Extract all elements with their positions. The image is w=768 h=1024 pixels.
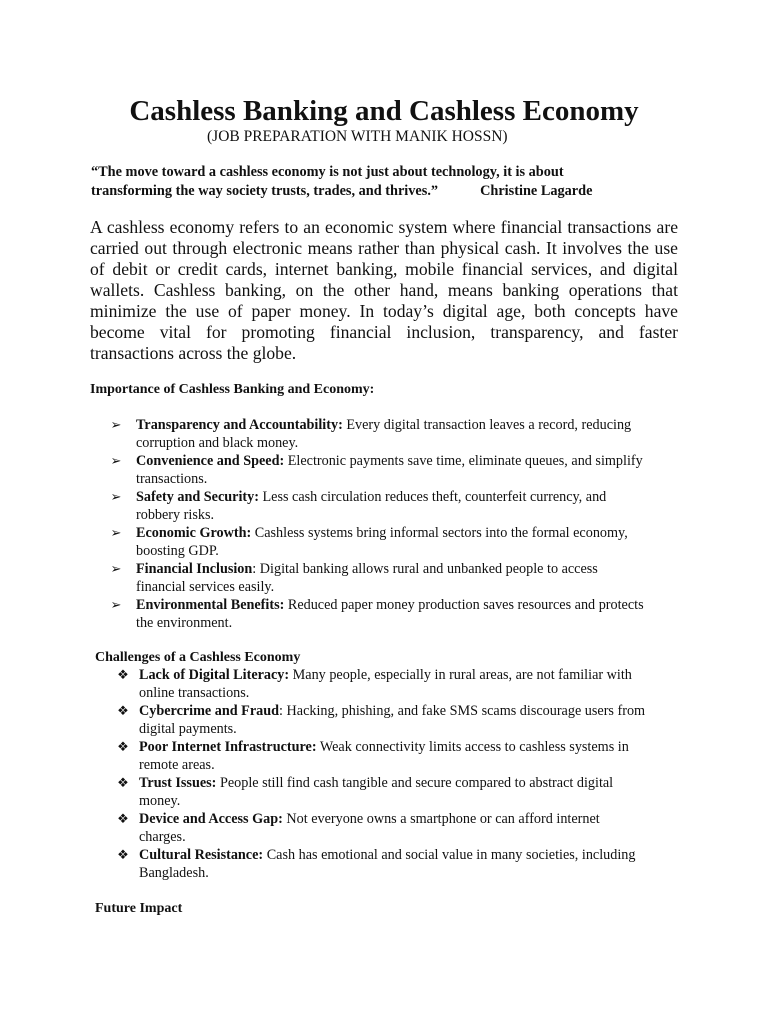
list-item-line [136, 524, 696, 542]
list-item-term: Transparency and Accountability: [136, 417, 343, 433]
list-item [0, 560, 768, 596]
list-item-description: Reduced paper money production saves resources and protects [284, 597, 644, 613]
quote-author: Christine Lagarde [480, 183, 593, 199]
list-item-line [136, 416, 696, 434]
arrow-bullet-icon: ➢ [110, 489, 122, 504]
list-item [0, 774, 768, 810]
list-item-description: Electronic payments save time, eliminate queues, and simplify [284, 453, 643, 469]
arrow-bullet-icon: ➢ [110, 597, 122, 612]
challenges-list [0, 666, 768, 882]
list-item-text [139, 810, 699, 846]
challenges-heading: Challenges of a Cashless Economy [95, 650, 301, 665]
list-item [0, 488, 768, 524]
list-item [0, 524, 768, 560]
list-item-text [136, 452, 696, 488]
intro-line: transactions across the globe. [90, 343, 297, 363]
list-item-description: Not everyone owns a smartphone or can afford internet [282, 811, 600, 827]
list-item-line [139, 774, 699, 792]
list-item-description: Every digital transaction leaves a record, reducing [342, 417, 632, 433]
list-item-line [139, 666, 699, 684]
list-item [0, 596, 768, 632]
intro-line: of debit or credit cards, internet banking, mobile financial services, and digital [90, 259, 678, 279]
diamond-bullet-icon: ❖ [117, 739, 129, 754]
list-item-text [139, 702, 699, 738]
list-item-description: remote areas. [139, 757, 215, 773]
list-item [0, 416, 768, 452]
arrow-bullet-icon: ➢ [110, 525, 122, 540]
diamond-bullet-icon: ❖ [117, 847, 129, 862]
list-item-description: transactions. [136, 471, 208, 487]
list-item [0, 452, 768, 488]
list-item-description: robbery risks. [136, 507, 215, 523]
list-item-description: charges. [139, 829, 186, 845]
list-item-description: financial services easily. [136, 579, 275, 595]
diamond-bullet-icon: ❖ [117, 703, 129, 718]
list-item-term: Safety and Security: [136, 489, 259, 505]
list-item-line [139, 702, 699, 720]
list-item-term: Cybercrime and Fraud [139, 703, 280, 719]
list-item-text [136, 488, 696, 524]
list-item-description: : Hacking, phishing, and fake SMS scams discourage users from [279, 703, 646, 719]
list-item [0, 702, 768, 738]
list-item-text [136, 596, 696, 632]
list-item-text [136, 416, 696, 452]
list-item-line [136, 452, 696, 470]
list-item-term: Lack of Digital Literacy: [139, 667, 290, 683]
list-item-line [136, 488, 696, 506]
intro-paragraph [90, 217, 678, 364]
list-item-text [139, 738, 699, 774]
list-item [0, 666, 768, 702]
list-item-term: Poor Internet Infrastructure: [139, 739, 317, 755]
list-item-description: Cash has emotional and social value in many societies, including [263, 847, 636, 863]
list-item-term: Device and Access Gap: [139, 811, 283, 827]
list-item [0, 846, 768, 882]
intro-line: carried out through electronic means rather than physical cash. It involves the use [90, 238, 678, 258]
list-item-text [139, 666, 699, 702]
list-item-term: Trust Issues: [139, 775, 217, 791]
list-item [0, 810, 768, 846]
future-impact-heading: Future Impact [95, 901, 183, 916]
quote-text: transforming the way society trusts, trades, and thrives.” [91, 183, 439, 199]
list-item-term: Economic Growth: [136, 525, 252, 541]
list-item-description: People still find cash tangible and secure compared to abstract digital [216, 775, 614, 791]
list-item-line [139, 738, 699, 756]
list-item-term: Financial Inclusion [136, 561, 253, 577]
list-item-line [136, 596, 696, 614]
intro-line: wallets. Cashless banking, on the other hand, means banking operations that [90, 280, 678, 300]
intro-line: A cashless economy refers to an economic system where financial transactions are [90, 217, 678, 237]
list-item-description: boosting GDP. [136, 543, 219, 559]
list-item-description: Many people, especially in rural areas, are not familiar with [289, 667, 632, 683]
list-item-description: Bangladesh. [139, 865, 209, 881]
diamond-bullet-icon: ❖ [117, 811, 129, 826]
list-item-description: Weak connectivity limits access to cashless systems in [316, 739, 629, 755]
list-item-description: the environment. [136, 615, 233, 631]
list-item [0, 738, 768, 774]
arrow-bullet-icon: ➢ [110, 417, 122, 432]
diamond-bullet-icon: ❖ [117, 775, 129, 790]
diamond-bullet-icon: ❖ [117, 667, 129, 682]
list-item-description: Less cash circulation reduces theft, counterfeit currency, and [258, 489, 607, 505]
list-item-description: money. [139, 793, 181, 809]
quote-line [91, 182, 691, 201]
list-item-description: corruption and black money. [136, 435, 299, 451]
arrow-bullet-icon: ➢ [110, 561, 122, 576]
arrow-bullet-icon: ➢ [110, 453, 122, 468]
list-item-term: Convenience and Speed: [136, 453, 285, 469]
intro-line: minimize the use of paper money. In today’s digital age, both concepts have [90, 301, 678, 321]
importance-list [0, 416, 768, 632]
list-item-description: Cashless systems bring informal sectors into the formal economy, [251, 525, 628, 541]
list-item-text [136, 560, 696, 596]
quote-line: “The move toward a cashless economy is not just about technology, it is about [91, 164, 564, 180]
list-item-line [136, 560, 696, 578]
list-item-term: Cultural Resistance: [139, 847, 264, 863]
list-item-description: : Digital banking allows rural and unbanked people to access [252, 561, 598, 577]
intro-line: become vital for promoting financial inclusion, transparency, and faster [90, 322, 678, 342]
document-subtitle: (JOB PREPARATION WITH MANIK HOSSN) [207, 128, 508, 145]
list-item-description: online transactions. [139, 685, 250, 701]
list-item-text [139, 846, 699, 882]
list-item-line [139, 810, 699, 828]
document-title: Cashless Banking and Cashless Economy [129, 95, 639, 127]
list-item-text [136, 524, 696, 560]
quote-block [91, 163, 691, 201]
list-item-term: Environmental Benefits: [136, 597, 285, 613]
list-item-line [139, 846, 699, 864]
list-item-description: digital payments. [139, 721, 237, 737]
list-item-text [139, 774, 699, 810]
importance-heading: Importance of Cashless Banking and Economy: [90, 382, 375, 397]
